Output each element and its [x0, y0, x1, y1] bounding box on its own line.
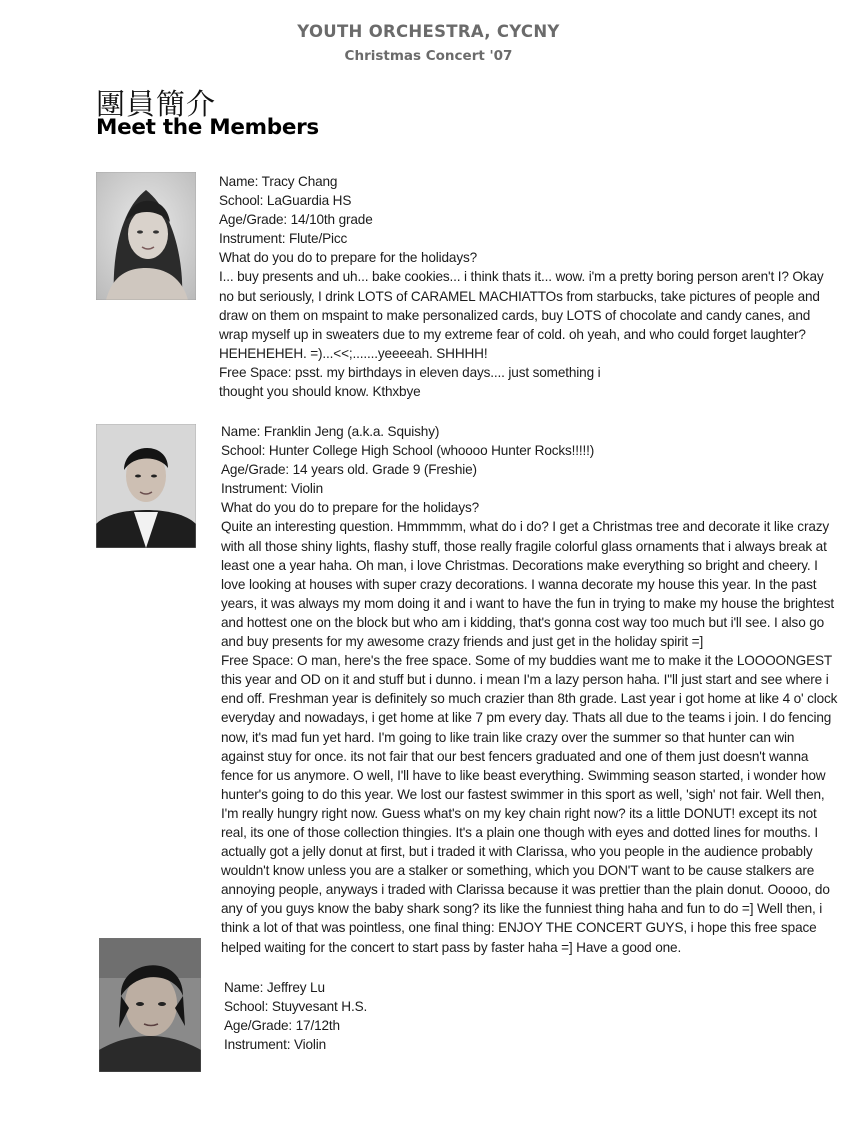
holiday-answer-line: least one a year haha. Oh man, i love Christmas. Decorations make everything so bright and cheery. I [221, 557, 818, 573]
holiday-question: What do you do to prepare for the holidays? [221, 500, 480, 516]
member-bio-franklin [221, 422, 841, 957]
holiday-answer-line: wrap myself up in sweaters due to my extreme fear of cold. oh yeah, and who could forget laughter? [219, 326, 806, 342]
free-space-line: any of you guys know the baby shark song? its like the funniest thing haha and fun to do =] Well then, i [221, 901, 823, 917]
free-space-line: actually got a jelly donut at first, but i traded it with Clarissa, who you people in the audience probably [221, 844, 813, 860]
holiday-answer-line: draw on them on mspaint to make personalized cards, buy LOTS of chocolate and candy canes, and [219, 307, 811, 323]
free-space-line: I'm really hungry right now. Guess what's on my key chain right now? its a little DONUT! except its not [221, 805, 817, 821]
holiday-answer-line: and buy presents for my awesome crazy friends and just get in the holiday spirit =] [221, 634, 704, 650]
member-name: Name: Jeffrey Lu [224, 980, 325, 995]
holiday-question: What do you do to prepare for the holidays? [219, 250, 478, 266]
member-school: School: Hunter College High School (whoooo Hunter Rocks!!!!!) [221, 443, 595, 459]
member-school: School: Stuyvesant H.S. [224, 999, 368, 1015]
member-bio-tracy [219, 172, 839, 401]
free-space-line: hunter's going to do this year. We lost our fastest swimmer in this sport as well, 'sigh' not fair. Well then, [221, 786, 825, 802]
free-space-line: this year and OD on it and stuff but i dunno. i mean I'm a lazy person haha. I"ll just start and see where i [221, 672, 829, 688]
holiday-answer-line: Quite an interesting question. Hmmmmm, what do i do? I get a Christmas tree and decorate it like crazy [221, 519, 830, 535]
free-space-line: thought you should know. Kthxbye [219, 384, 421, 400]
free-space-line: wouldn't know unless you are a stalker or something, which you DON'T want to be cause stalkers are [221, 863, 815, 879]
member-instrument: Instrument: Flute/Picc [219, 231, 348, 247]
section-title-chinese: 團員簡介 [96, 87, 217, 121]
member-photo-tracy [96, 172, 196, 300]
holiday-answer-line: no but seriously, I drink LOTS of CARAMEL MACHIATTOs from starbucks, take pictures of people and [219, 288, 820, 304]
holiday-answer-line: love looking at houses with super crazy decorations. I wanna decorate my house this year. In the past [221, 576, 817, 592]
member-age-grade: Age/Grade: 14/10th grade [219, 212, 373, 228]
free-space-line: annoying people, anyways i traded with Clarissa because it was prettier than the plain donut. Ooooo, do [221, 882, 830, 898]
section-title: Meet the Members [96, 115, 319, 140]
free-space-line: against stuy for once. its not fair that our best fencers graduated and one of them just doesn't wanna [221, 748, 809, 764]
free-space-line: real, its one of those collection thingies. It's a plain one though with eyes and dotted lines for mouths. I [221, 824, 818, 840]
holiday-answer-line: HEHEHEHEH. =)...<<;.......yeeeeah. SHHHH! [219, 345, 488, 361]
free-space-line: think a lot of that was pointless, one final thing: ENJOY THE CONCERT GUYS, i hope this free space [221, 920, 817, 936]
member-instrument: Instrument: Violin [221, 481, 324, 497]
member-photo-franklin [96, 424, 196, 548]
member-name: Name: Franklin Jeng (a.k.a. Squishy) [221, 424, 440, 439]
free-space-line: Free Space: O man, here's the free space. Some of my buddies want me to make it the LOOOONGEST [221, 653, 833, 669]
portrait-image [99, 938, 201, 1072]
member-bio-jeffrey [224, 978, 824, 1054]
member-instrument: Instrument: Violin [224, 1037, 327, 1053]
holiday-answer-line: and hottest one on the block but who am i kidding, that's gonna cost way too much but i'll see. I also go [221, 614, 825, 630]
free-space-line: everyday and nowadays, i get home at like 7 pm every day. Thats all due to the teams i join. I do fencing [221, 710, 832, 726]
portrait-image [96, 424, 196, 548]
member-name: Name: Tracy Chang [219, 174, 338, 189]
free-space-line: end off. Freshman year is definitely so much crazier than 8th grade. Last year i got home at like 4 o' clock [221, 691, 838, 707]
member-school: School: LaGuardia HS [219, 193, 352, 209]
member-age-grade: Age/Grade: 17/12th [224, 1018, 340, 1034]
free-space-line: now, it's mad fun yet hard. I'm going to like train like crazy over the summer so that hunter can win [221, 729, 795, 745]
header-subtitle: Christmas Concert '07 [344, 48, 513, 64]
portrait-image [96, 172, 196, 300]
holiday-answer-line: years, it was always my mom doing it and i want to have the fun in trying to make my house the brightest [221, 595, 835, 611]
member-photo-jeffrey [99, 938, 201, 1072]
free-space-line: helped waiting for the concert to start pass by faster haha =] Have a good one. [221, 939, 682, 955]
header-title: YOUTH ORCHESTRA, CYCNY [297, 22, 560, 41]
holiday-answer-line: I... buy presents and uh... bake cookies... i think thats it... wow. i'm a pretty boring person aren't I? Okay [219, 269, 824, 285]
holiday-answer-line: with all those shiny lights, flashy stuff, those really fragile colorful glass ornaments that i always break at [221, 538, 827, 554]
member-age-grade: Age/Grade: 14 years old. Grade 9 (Freshie) [221, 462, 477, 478]
free-space-line: Free Space: psst. my birthdays in eleven days.... just something i [219, 364, 601, 380]
free-space-line: fence for us anymore. O well, I'll have to like beast everything. Swimming season started, i wonder how [221, 767, 826, 783]
